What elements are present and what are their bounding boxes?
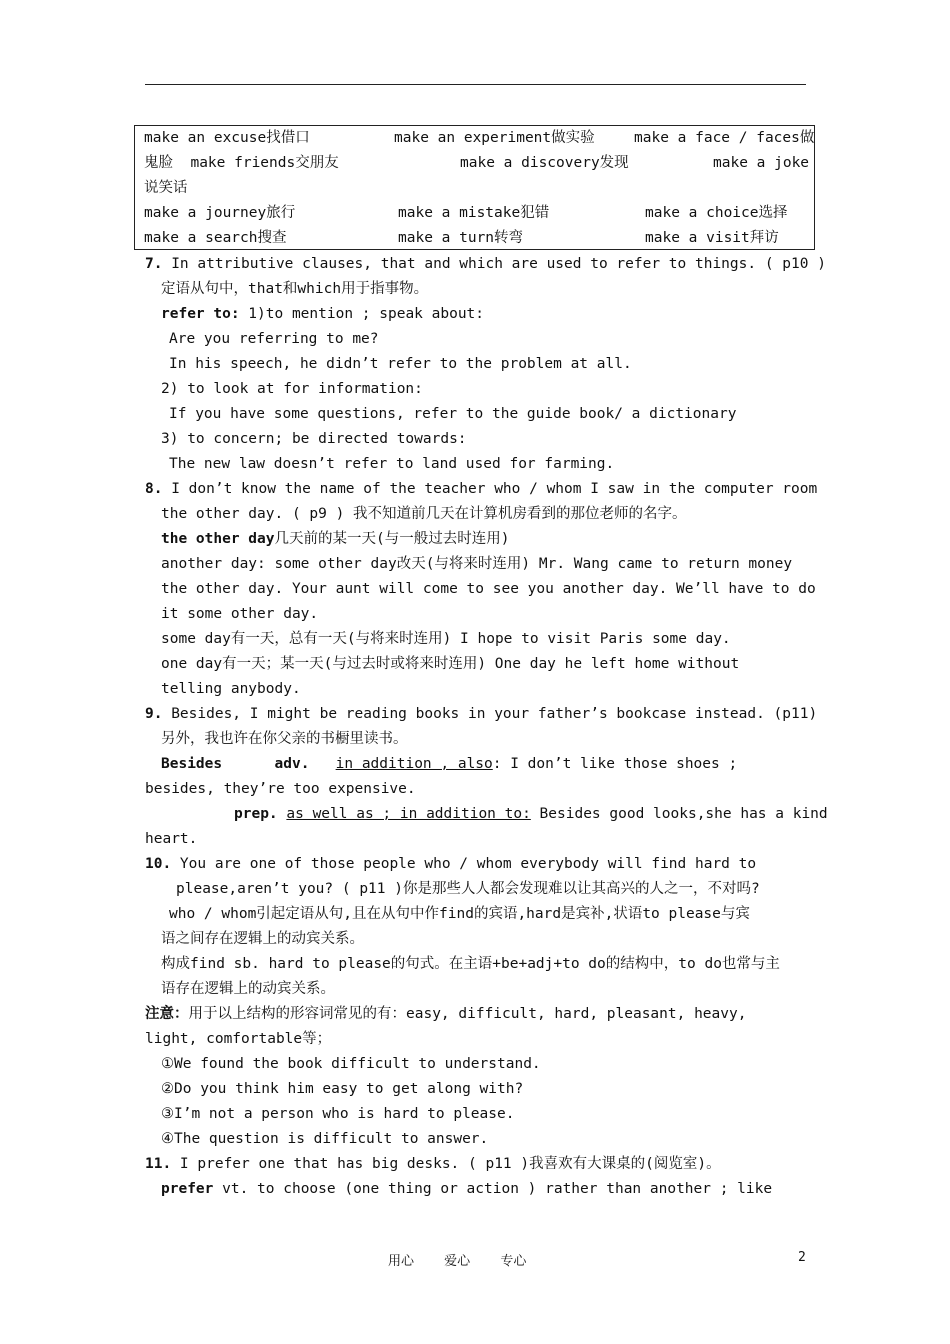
- item-text: the other day. ( p9 ) 我不知道前几天在计算机房看到的那位老师的名字。: [161, 506, 687, 522]
- example: heart.: [145, 831, 198, 847]
- table-cell: 鬼脸 make friends交朋友: [144, 155, 339, 171]
- text-line: light, comfortable等；: [145, 1031, 332, 1047]
- text-line: 语存在逻辑上的动宾关系。: [161, 981, 335, 997]
- table-cell: make a joke: [713, 155, 810, 171]
- example: ③I’m not a person who is hard to please.: [161, 1106, 515, 1122]
- term: prefer: [161, 1181, 214, 1197]
- header-rule: [145, 84, 806, 85]
- text-line: who / whom引起定语从句,且在从句中作find的宾语,hard是宾补,状语to please与宾: [169, 906, 750, 922]
- note-label: 注意：: [145, 1006, 189, 1022]
- page-footer: [388, 1250, 552, 1269]
- item-9: [145, 704, 817, 724]
- footer-text: 爱心: [444, 1254, 471, 1269]
- example: Besides good looks,she has a kind: [530, 806, 828, 822]
- page-number: 2: [798, 1250, 806, 1265]
- example: In his speech, he didn’t refer to the problem at all.: [169, 356, 632, 372]
- example: : I don’t like those shoes ;: [492, 756, 738, 772]
- text-line: another day: some other day改天(与将来时连用) Mr. Wang came to return money: [161, 556, 793, 572]
- text-line: the other day. Your aunt will come to see you another day. We’ll have to do: [161, 581, 816, 597]
- item-text: I prefer one that has big desks. ( p11 )我喜欢有大课桌的(阅览室)。: [171, 1156, 721, 1172]
- table-cell: make an experiment做实验: [394, 130, 595, 146]
- example: Are you referring to me?: [169, 331, 379, 347]
- item-text: please,aren’t you? ( p11 )你是那些人人都会发现难以让其高兴的人之一，不对吗?: [176, 881, 760, 897]
- item-8: [145, 479, 817, 499]
- table-cell: make a search搜查: [144, 230, 287, 246]
- table-cell: 说笑话: [144, 180, 188, 196]
- item-11: [145, 1154, 721, 1174]
- note-text: 用于以上结构的形容词常见的有：easy, difficult, hard, pleasant, heavy,: [188, 1006, 747, 1022]
- item-text: 定语从句中，that和which用于指事物。: [161, 281, 429, 297]
- table-cell: make a choice选择: [645, 205, 788, 221]
- item-number: 9.: [145, 706, 163, 722]
- item-number: 11.: [145, 1156, 172, 1172]
- item-7: [145, 254, 826, 274]
- item-text: I don’t know the name of the teacher who / whom I saw in the computer room: [162, 481, 818, 497]
- definition-line: [161, 304, 484, 324]
- text-line: it some other day.: [161, 606, 319, 622]
- table-cell: make a journey旅行: [144, 205, 296, 221]
- definition-line: [161, 1179, 772, 1199]
- term: refer to:: [161, 306, 240, 322]
- item-text: Besides, I might be reading books in your father’s bookcase instead. (p11): [162, 706, 818, 722]
- table-cell: make a visit拜访: [645, 230, 779, 246]
- pos-label: prep.: [234, 806, 278, 822]
- definition: 几天前的某一天(与一般过去时连用): [274, 531, 510, 547]
- item-number: 8.: [145, 481, 163, 497]
- item-text: 另外，我也许在你父亲的书橱里读书。: [161, 731, 408, 747]
- example: ①We found the book difficult to understand.: [161, 1056, 541, 1072]
- term: Besides: [161, 756, 223, 772]
- text-line: one day有一天；某一天(与过去时或将来时连用) One day he left home without: [161, 656, 740, 672]
- item-number: 10.: [145, 856, 172, 872]
- example: besides, they’re too expensive.: [145, 781, 416, 797]
- table-cell: make an excuse找借口: [144, 130, 310, 146]
- text-line: telling anybody.: [161, 681, 301, 697]
- item-text: In attributive clauses, that and which are used to refer to things. ( p10 ): [162, 256, 826, 272]
- definition: 2) to look at for information:: [161, 381, 423, 397]
- table-cell: make a turn转弯: [398, 230, 524, 246]
- definition: 3) to concern; be directed towards:: [161, 431, 467, 447]
- item-text: You are one of those people who / whom everybody will find hard to: [171, 856, 757, 872]
- example: If you have some questions, refer to the guide book/ a dictionary: [169, 406, 737, 422]
- text-line: some day有一天，总有一天(与将来时连用) I hope to visit Paris some day.: [161, 631, 731, 647]
- footer-text: 专心: [500, 1254, 527, 1269]
- item-number: 7.: [145, 256, 163, 272]
- term: the other day: [161, 531, 275, 547]
- example: The new law doesn’t refer to land used for farming.: [169, 456, 615, 472]
- definition: 1)to mention ; speak about:: [239, 306, 485, 322]
- definition: vt. to choose (one thing or action ) rather than another ; like: [213, 1181, 773, 1197]
- table-cell: make a mistake犯错: [398, 205, 550, 221]
- definition: in addition , also: [335, 756, 493, 772]
- example: ④The question is difficult to answer.: [161, 1131, 489, 1147]
- table-cell: make a face / faces做: [634, 130, 815, 146]
- text-line: 构成find sb. hard to please的句式。在主语+be+adj+to do的结构中，to do也常与主: [161, 956, 780, 972]
- definition-line: [161, 754, 737, 774]
- text-line: 语之间存在逻辑上的动宾关系。: [161, 931, 364, 947]
- note-line: [145, 1004, 746, 1024]
- pos-label: adv.: [274, 756, 310, 772]
- item-10: [145, 854, 756, 874]
- definition-line: [234, 804, 828, 824]
- example: ②Do you think him easy to get along with?: [161, 1081, 524, 1097]
- definition-line: [161, 529, 509, 549]
- table-cell: make a discovery发现: [460, 155, 629, 171]
- definition: as well as ; in addition to:: [286, 806, 531, 822]
- footer-text: 用心: [388, 1254, 415, 1269]
